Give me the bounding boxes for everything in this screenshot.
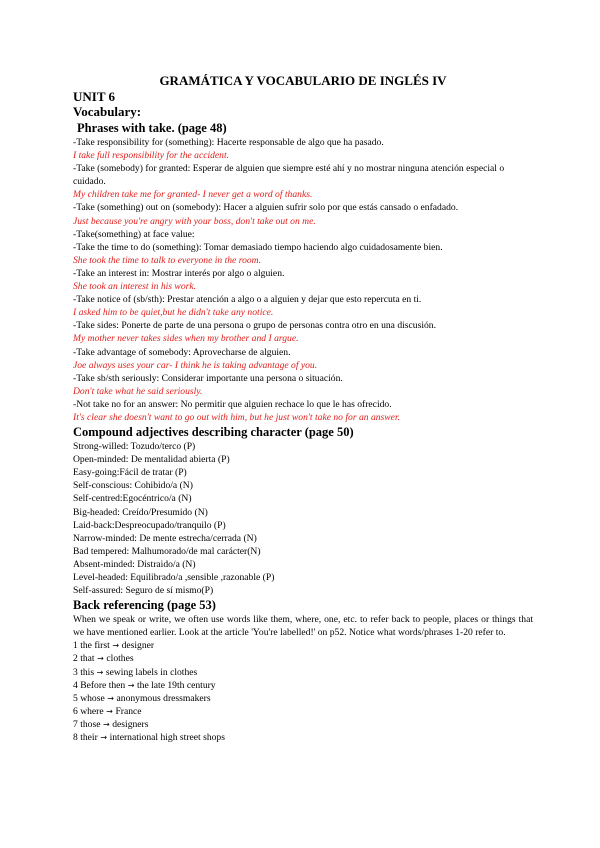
right-arrow-icon: → xyxy=(104,693,117,703)
vocabulary-heading: Vocabulary: xyxy=(73,104,142,119)
back-reference-item xyxy=(73,639,533,652)
compound-adjective-item: Level-headed: Equilibrado/a ,sensible ,razonable (P) xyxy=(73,572,275,583)
phrase-definition: -Take (something) out on (somebody): Hacer a alguien sufrir solo por que estás cansado o enfadado. xyxy=(73,202,459,214)
back-reference-word: 7 those xyxy=(73,718,101,730)
back-reference-target: anonymous dressmakers xyxy=(116,692,211,704)
back-referencing-intro: When we speak or write, we often use words like them, where, one, etc. to refer back to people, places or things that we have mentioned earlier. Look at the article 'You're labelled!' on p52. Notice what words/phrases 1-20 refer to. xyxy=(73,614,533,639)
phrase-definition: -Take sides: Ponerte de parte de una persona o grupo de personas contra otro en una discusión. xyxy=(73,320,436,332)
compound-list xyxy=(73,440,533,597)
right-arrow-icon: → xyxy=(103,706,116,716)
document-content xyxy=(73,73,533,744)
phrases-heading: Phrases with take. (page 48) xyxy=(77,121,227,135)
back-reference-word: 6 where xyxy=(73,705,104,717)
back-reference-word: 3 this xyxy=(73,666,95,678)
back-reference-item xyxy=(73,731,533,744)
back-reference-word: 1 the first xyxy=(73,640,110,652)
compound-adjective-item: Laid-back:Despreocupado/tranquilo (P) xyxy=(73,519,226,531)
back-reference-target: international high street shops xyxy=(109,732,225,744)
back-reference-word: 5 whose xyxy=(73,692,105,704)
phrases-list xyxy=(73,136,533,424)
phrase-definition: -Take notice of (sb/sth): Prestar atención a algo o a alguien y dejar que esto repercuta en ti. xyxy=(73,294,422,306)
compound-adjective-item: Bad tempered: Malhumorado/de mal carácter(N) xyxy=(73,545,261,557)
right-arrow-icon: → xyxy=(100,719,113,729)
phrase-definition: -Take advantage of somebody: Aprovecharse de alguien. xyxy=(73,346,291,358)
back-referencing-heading: Back referencing (page 53) xyxy=(73,598,216,613)
back-referencing-list xyxy=(73,639,533,744)
back-reference-item xyxy=(73,652,533,665)
back-reference-target: designer xyxy=(121,640,155,652)
right-arrow-icon: → xyxy=(125,680,138,690)
phrase-definition: -Take an interest in: Mostrar interés por algo o alguien. xyxy=(73,267,285,279)
document-title: GRAMÁTICA Y VOCABULARIO DE INGLÉS IV xyxy=(159,73,447,88)
phrase-example: It's clear she doesn't want to go out with him, but he just won't take no for an answer. xyxy=(73,411,401,423)
phrase-definition: -Not take no for an answer: No permitir que alguien rechace lo que le has ofrecido. xyxy=(73,398,392,410)
compound-heading: Compound adjectives describing character (page 50) xyxy=(73,425,354,440)
compound-adjective-item: Easy-going:Fácil de tratar (P) xyxy=(73,467,187,479)
phrase-example: I take full responsibility for the accident. xyxy=(73,150,230,162)
right-arrow-icon: → xyxy=(109,641,122,651)
compound-adjective-item: Open-minded: De mentalidad abierta (P) xyxy=(73,454,230,466)
back-reference-target: designers xyxy=(112,718,149,730)
back-reference-item xyxy=(73,666,533,679)
back-reference-item xyxy=(73,679,533,692)
compound-adjective-item: Narrow-minded: De mente estrecha/cerrada (N) xyxy=(73,532,257,544)
phrase-example: She took the time to talk to everyone in the room. xyxy=(73,254,262,266)
phrase-example: Joe always uses your car- I think he is taking advantage of you. xyxy=(73,359,318,371)
back-reference-item xyxy=(73,718,533,731)
compound-adjective-item: Self-assured: Seguro de sí mismo(P) xyxy=(73,585,214,597)
phrase-definition: -Take sb/sth seriously: Considerar importante una persona o situación. xyxy=(73,372,343,384)
phrase-example: She took an interest in his work. xyxy=(73,281,197,293)
phrase-example: Don't take what he said seriously. xyxy=(73,385,203,397)
unit-heading: UNIT 6 xyxy=(73,89,116,104)
back-reference-word: 4 Before then xyxy=(73,679,126,691)
back-reference-target: sewing labels in clothes xyxy=(105,666,198,678)
phrase-definition: -Take (somebody) for granted: Esperar de alguien que siempre esté ahí y no mostrar ninguna atención especial o cuidado. xyxy=(73,163,505,188)
compound-adjective-item: Big-headed: Creído/Presumido (N) xyxy=(73,506,208,518)
compound-adjective-item: Strong-willed: Tozudo/terco (P) xyxy=(73,441,196,453)
back-reference-target: France xyxy=(115,705,142,717)
back-reference-target: clothes xyxy=(106,653,134,665)
right-arrow-icon: → xyxy=(94,654,107,664)
phrase-example: My mother never takes sides when my brother and I argue. xyxy=(73,333,299,345)
compound-adjective-item: Self-conscious: Cohibido/a (N) xyxy=(73,480,193,492)
phrase-example: I asked him to be quiet,but he didn't take any notice. xyxy=(73,307,274,319)
compound-adjective-item: Self-centred:Egocéntrico/a (N) xyxy=(73,493,192,505)
back-reference-item xyxy=(73,692,533,705)
compound-adjective-item: Absent-minded: Distraido/a (N) xyxy=(73,558,196,570)
phrase-definition: -Take the time to do (something): Tomar demasiado tiempo haciendo algo cuidadosamente bien. xyxy=(73,241,443,253)
back-reference-word: 2 that xyxy=(73,653,95,665)
right-arrow-icon: → xyxy=(97,733,110,743)
phrase-definition: -Take responsibility for (something): Hacerte responsable de algo que ha pasado. xyxy=(73,137,384,148)
back-reference-word: 8 their xyxy=(73,732,98,744)
right-arrow-icon: → xyxy=(94,667,106,677)
back-reference-target: the late 19th century xyxy=(137,679,216,691)
back-reference-item xyxy=(73,705,533,718)
phrase-example: Just because you're angry with your boss, don't take out on me. xyxy=(73,215,316,227)
phrase-definition: -Take(something) at face value: xyxy=(73,228,195,240)
phrase-example: My children take me for granted- I never get a word of thanks. xyxy=(73,189,313,201)
